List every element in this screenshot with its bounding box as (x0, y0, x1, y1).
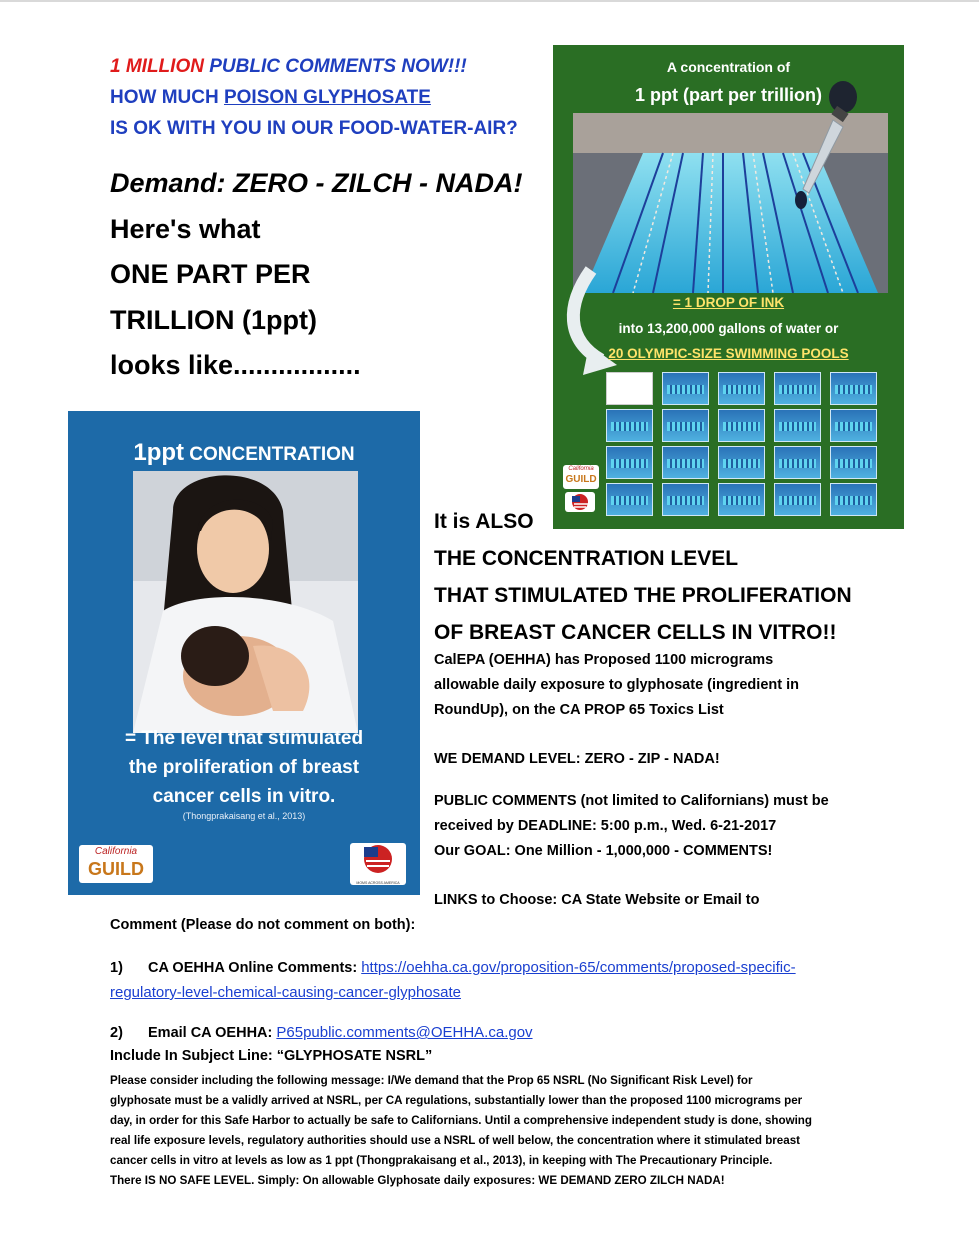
caption-line-1: = The level that stimulated (124, 728, 364, 749)
link-item-1-number: 1) (110, 960, 123, 976)
calepa-line-2: allowable daily exposure to glyphosate (ingredient in (434, 677, 799, 693)
pool-tile (774, 372, 821, 405)
poster-title-1: A concentration of (666, 59, 791, 75)
pool-tile (830, 372, 877, 405)
link-item-2 (110, 1020, 910, 1046)
pool-tile (718, 372, 765, 405)
one-drop-of-ink-label (553, 295, 904, 310)
demand-block (110, 161, 550, 389)
demand-headline: Demand: ZERO - ZILCH - NADA! (110, 168, 523, 198)
message-line-3: day, in order for this Safe Harbor to actually be safe to Californians. Until a comprehensive independent study is done, showing (110, 1114, 812, 1127)
message-line-5: cancer cells in vitro at levels as low as 1 ppt (Thongprakaisang et al., 2013), in keeping with The Precautionary Principle. (110, 1154, 773, 1167)
moms-across-america-logo (350, 843, 406, 885)
flag-plate-icon (350, 843, 406, 875)
dropper-icon (785, 75, 865, 225)
message-line-1: Please consider including the following message: I/We demand that the Prop 65 NSRL (No Significant Risk Level) for (110, 1074, 753, 1087)
demand-line-4: TRILLION (1ppt) (110, 304, 317, 335)
link-item-2-label: Email CA OEHHA: (148, 1025, 277, 1041)
link-item-1-cont (110, 980, 910, 1006)
gallons-label: into 13,200,000 gallons of water or (618, 321, 839, 336)
moms-badge-text: MOMS ACROSS AMERICA (356, 881, 400, 885)
pool-tile (662, 446, 709, 479)
links-intro-line-2: Comment (Please do not comment on both): (110, 917, 416, 933)
guild-logo-top: California (94, 846, 138, 857)
pool-tile (830, 446, 877, 479)
pool-tile (830, 409, 877, 442)
header-how-much: HOW MUCH (110, 87, 224, 108)
header-line-3: IS OK WITH YOU IN OUR FOOD-WATER-AIR? (110, 118, 518, 139)
pool-tile (774, 409, 821, 442)
guild-logo-top: California (568, 466, 594, 472)
guild-logo-bottom: GUILD (88, 859, 144, 879)
demand-line-2: Here's what (110, 213, 261, 244)
link-item-1 (110, 955, 910, 981)
public-comments-line-1: PUBLIC COMMENTS (not limited to Californians) must be (434, 793, 829, 809)
header-million: 1 MILLION (110, 56, 204, 77)
link-item-2-number: 2) (110, 1025, 123, 1041)
subject-line: Include In Subject Line: “GLYPHOSATE NSRL” (110, 1048, 433, 1064)
demand-line-3: ONE PART PER (110, 259, 311, 289)
oehha-email-link[interactable]: P65public.comments@OEHHA.ca.gov (276, 1024, 533, 1041)
one-drop-text: = 1 DROP OF INK (672, 295, 785, 310)
header-line-2 (110, 82, 550, 113)
pool-tile (606, 446, 653, 479)
breastfeeding-poster (68, 411, 420, 895)
calepa-line-3: RoundUp), on the CA PROP 65 Toxics List (434, 702, 724, 718)
pool-tile (774, 446, 821, 479)
calepa-line-1: CalEPA (OEHHA) has Proposed 1100 micrograms (434, 652, 774, 668)
also-block (434, 503, 954, 651)
demand-level-line: WE DEMAND LEVEL: ZERO - ZIP - NADA! (434, 751, 720, 767)
poster-title-2: 1 ppt (part per trillion) (635, 85, 822, 105)
caption-line-3: cancer cells in vitro. (152, 786, 336, 807)
poster-title-1ppt: 1ppt (133, 439, 185, 466)
california-guild-logo (563, 465, 599, 489)
deadline-line: received by DEADLINE: 5:00 p.m., Wed. 6-21-2017 (434, 818, 777, 834)
poster-citation: (Thongprakaisang et al., 2013) (182, 811, 306, 821)
also-line-2: THE CONCENTRATION LEVEL (434, 547, 739, 570)
pool-tile (606, 409, 653, 442)
poster-title-concentration: CONCENTRATION (184, 444, 355, 465)
also-line-3: THAT STIMULATED THE PROLIFERATION (434, 584, 852, 607)
link-item-1-label: CA OEHHA Online Comments: (148, 960, 362, 976)
poster-title (68, 439, 420, 467)
public-comments-paragraph (434, 789, 964, 864)
also-line-1: It is ALSO (434, 510, 534, 533)
links-intro-line-1: LINKS to Choose: CA State Website or Email to (434, 892, 760, 908)
also-line-4: OF BREAST CANCER CELLS IN VITRO!! (434, 621, 837, 644)
poster-caption (68, 724, 420, 811)
demand-line-5: looks like................. (110, 350, 361, 380)
message-line-4: real life exposure levels, regulatory authorities should use a NSRL of well below, the concentration where it stimulated breast (110, 1134, 801, 1147)
olympic-pools-text: 20 OLYMPIC-SIZE SWIMMING POOLS (608, 346, 849, 361)
pool-grid (606, 372, 886, 512)
oehha-comments-link[interactable]: https://oehha.ca.gov/proposition-65/comments/proposed-specific- (361, 959, 796, 976)
mother-and-baby-photo (133, 471, 358, 733)
pool-tile (662, 409, 709, 442)
header-public-comments: PUBLIC COMMENTS NOW!!! (203, 56, 467, 77)
pool-tile (718, 446, 765, 479)
california-guild-logo (79, 845, 153, 883)
oehha-comments-link-cont[interactable]: regulatory-level-chemical-causing-cancer-glyphosate (110, 984, 461, 1001)
olympic-pools-label (553, 346, 904, 361)
header-line-1 (110, 51, 550, 82)
page-top-border (0, 0, 979, 2)
message-line-2: glyphosate must be a validly arrived at NSRL, per CA regulations, substantially lower than the proposed 1100 micrograms per (110, 1094, 803, 1107)
header-block (110, 51, 550, 144)
guild-logo-bottom: GUILD (565, 474, 597, 485)
pool-tile (718, 409, 765, 442)
calepa-paragraph (434, 648, 964, 723)
goal-line: Our GOAL: One Million - 1,000,000 - COMMENTS! (434, 843, 773, 859)
white-pool-tile (606, 372, 653, 405)
suggested-message (110, 1071, 890, 1191)
message-line-6: There IS NO SAFE LEVEL. Simply: On allowable Glyphosate daily exposures: WE DEMAND ZERO ZILCH NADA! (110, 1174, 725, 1187)
ink-drop-poster (553, 45, 904, 529)
header-poison-glyphosate: POISON GLYPHOSATE (223, 87, 431, 108)
caption-line-2: the proliferation of breast (128, 757, 360, 778)
pool-tile (662, 372, 709, 405)
